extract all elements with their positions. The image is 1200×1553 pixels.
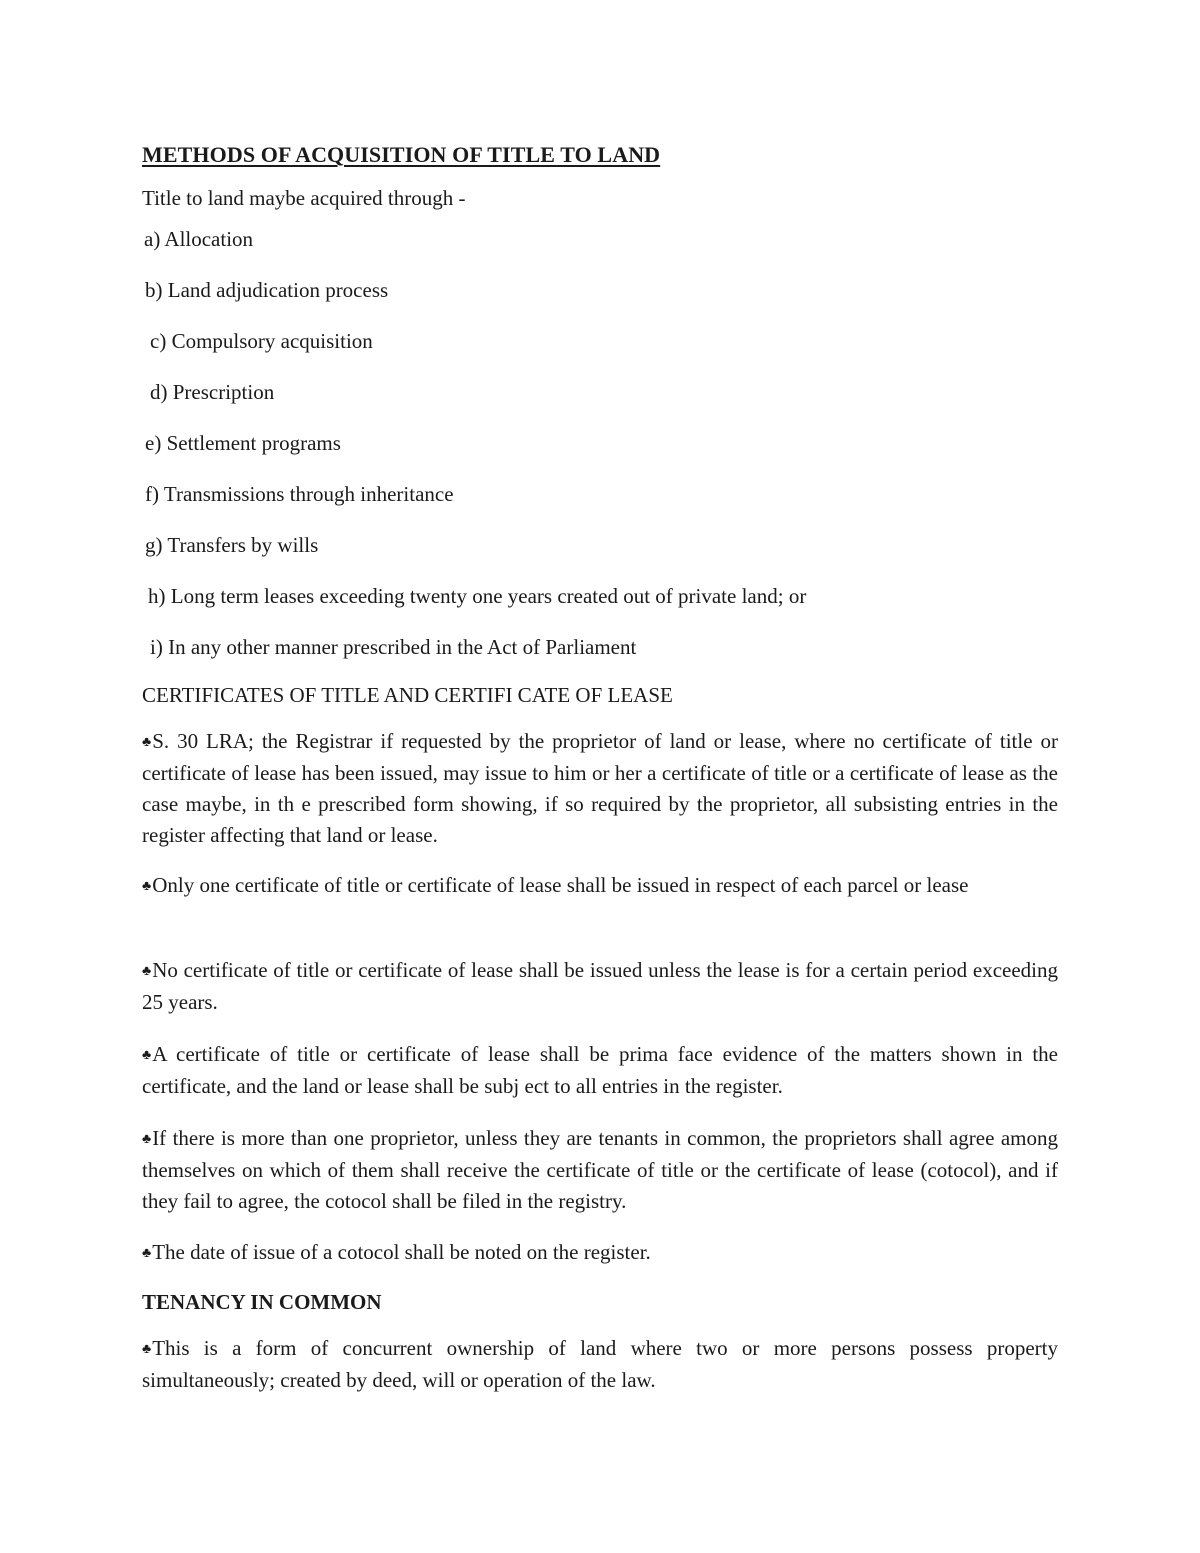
certificate-point-6 [142, 1237, 1058, 1269]
club-bullet-icon: ♣ [142, 735, 152, 750]
certificate-point-text: Only one certificate of title or certificate of lease shall be issued in respect of each parcel or lease [152, 873, 969, 897]
tenancy-point-1 [142, 1333, 1058, 1396]
method-item-i: i) In any other manner prescribed in the Act of Parliament [150, 635, 637, 659]
method-item-h: h) Long term leases exceeding twenty one years created out of private land; or [148, 584, 807, 608]
method-item-c: c) Compulsory acquisition [150, 329, 373, 353]
certificate-point-text: S. 30 LRA; the Registrar if requested by the proprietor of land or lease, where no certificate of title or certificate of lease has been issued, may issue to him or her a certificate of title or a certificate of lease as the case maybe, in th e prescribed form showing, if so required by the proprietor, all subsisting entries in the register affecting that land or lease. [142, 729, 1058, 847]
intro-text: Title to land maybe acquired through - [142, 186, 466, 210]
certificate-point-3 [142, 955, 1058, 1018]
method-item-b: b) Land adjudication process [145, 278, 389, 302]
certificate-point-2 [142, 870, 1058, 902]
certificate-point-text: The date of issue of a cotocol shall be noted on the register. [152, 1240, 651, 1264]
certificate-point-text: If there is more than one proprietor, unless they are tenants in common, the proprietors shall agree among themselves on which of them shall receive the certificate of title or the certificate of lease (cotocol), and if they fail to agree, the cotocol shall be filed in the registry. [142, 1126, 1058, 1213]
page-title: METHODS OF ACQUISITION OF TITLE TO LAND [142, 142, 661, 167]
certificate-point-text: A certificate of title or certificate of lease shall be prima face evidence of the matters shown in the certificate, and the land or lease shall be subj ect to all entries in the register. [142, 1042, 1058, 1098]
certificate-point-1 [142, 726, 1058, 851]
club-bullet-icon: ♣ [142, 879, 152, 894]
method-item-f: f) Transmissions through inheritance [145, 482, 454, 506]
club-bullet-icon: ♣ [142, 964, 152, 979]
club-bullet-icon: ♣ [142, 1048, 152, 1063]
club-bullet-icon: ♣ [142, 1246, 152, 1261]
tenancy-heading: TENANCY IN COMMON [142, 1290, 382, 1314]
method-item-d: d) Prescription [150, 380, 275, 404]
certificate-point-5 [142, 1123, 1058, 1217]
method-item-g: g) Transfers by wills [145, 533, 319, 557]
method-item-a: a) Allocation [144, 227, 254, 251]
club-bullet-icon: ♣ [142, 1132, 152, 1147]
certificate-point-4 [142, 1039, 1058, 1102]
certificate-point-text: No certificate of title or certificate of lease shall be issued unless the lease is for a certain period exceeding 25 years. [142, 958, 1058, 1014]
method-item-e: e) Settlement programs [145, 431, 341, 455]
certificates-heading: CERTIFICATES OF TITLE AND CERTIFI CATE OF LEASE [142, 683, 673, 707]
club-bullet-icon: ♣ [142, 1342, 152, 1357]
tenancy-point-text: This is a form of concurrent ownership of land where two or more persons possess property simultaneously; created by deed, will or operation of the law. [142, 1336, 1058, 1392]
